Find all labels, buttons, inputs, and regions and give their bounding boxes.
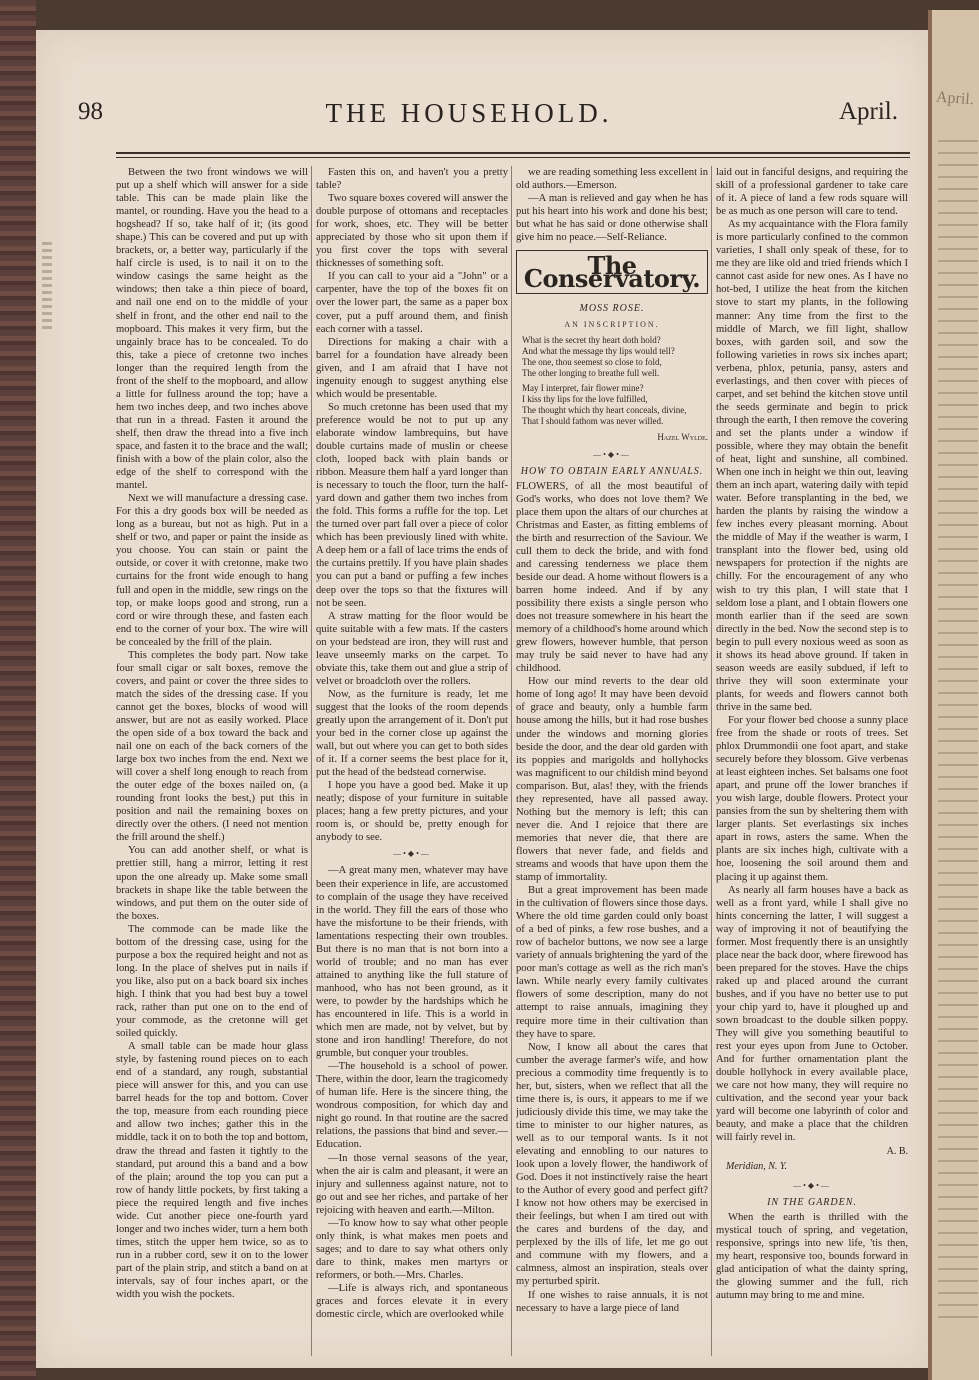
paragraph: —A great many men, whatever may have been their experience in life, are accustomed to complain of the usage they have received in the world. They fill the ears of those who have the misfortune to be their friends, with lamentations respecting their own troubles. But there is no man that is not born into a world of trouble; and no man has ever attained to anything like the full stature of manhood, who has not been ground, as it were, to powder by the hardships which he has encountered in life. This is a world in which men are made, not by velvet, but by stone and iron handling! Therefore, do not grumble, but conquer your troubles.	[316, 865, 508, 1060]
paragraph: As nearly all farm houses have a back as well as a front yard, while I shall give no hints concerning the latter, I will suggest a way of improving it not of beautifying the former. Most frequently there is an unsightly place near the back door, where firewood has been prepared for the stoves. Have the chips raked up and placed around the currant bushes, and if you have no better use to put your chip yard to, have it ploughed up and sown broadcast to the double silken poppy. They will give you something beautiful to rest your eyes upon from June to October. And for further ornamentation plant the double hollyhock in every available place, we care not how many, they will require no cultivation, and the second year your back yard will become one labyrinth of color and beauty, and make a place that the children will fairly revel in.	[716, 884, 908, 1144]
paragraph: If you can call to your aid a "John" or a carpenter, have the top of the boxes fit on over the lower part, the same as a paper box cover, put a puff around them, and finish each corner with a tassel.	[316, 271, 508, 335]
paragraph: How our mind reverts to the dear old home of long ago! It may have been devoid of grace and beauty, only a humble farm house among the hills, but it had rose bushes under the windows and morning glories beside the door, and the dear old garden with its poppies and marigolds and hollyhocks was magnificent to our childish mind beyond comparison. But, alas! they, with the friends they represented, have all passed away. Nothing but the memory is left; this can never die. And I rejoice that there are memories that never die, that there are flowers that never fade, and fields and streams and woods that have upon them the stamp of immortality.	[516, 676, 708, 884]
paragraph: —The household is a school of power. There, within the door, learn the tragicomedy of human life. Here is the sincere thing, the wondrous composition, for which day and night go round. In that routine are the sacred relations, the passions that bind and sever.—Education.	[316, 1061, 508, 1151]
adjacent-page-header: April.	[935, 88, 975, 109]
article-title: HOW TO OBTAIN EARLY ANNUALS.	[520, 465, 704, 477]
poem-line: And what the message thy lips would tell?	[522, 346, 675, 357]
paragraph: A small table can be made hour glass style, by fastening round pieces on to each end of a standard, any rough, substantial piece will answer for this, and you can use barrel heads for the top and bottom. Cover the top, measure from each rounding piece and allow two inches; gather this in the middle, tack it on to both the top and bottom, draw the thread and fasten it tightly to the standard, put around this a band and a bow of the plain; around the top you can put a row of handy little pockets, by first taking a piece the required length and five inches wide. Cut another piece one-fourth yard longer and two inches wider, turn a hem both times, stitch the upper hem twice, so as to run in a rubber cord, sew it on to the lower part of the plain strip, and stitch a band on at intervals, say of four inches apart, or the width you wish the pockets.	[116, 1041, 308, 1301]
poem-line: I kiss thy lips for the love fulfilled,	[522, 394, 648, 405]
paragraph: So much cretonne has been used that my preference would be not to put up any elaborate window lambrequins, but have double curtains made of muslin or cheese cloth, looped back with plain bands or ribbon. Measure them half a yard longer than is necessary to touch the floor, turn the half-yard down and gather them two inches from the fold. This forms a ruffle for the top. Let the turned over part fall over a piece of color which has been previously lined with white. A deep hem or a fall of lace trims the ends of the curtains prettily. If you have plain shades you can put a band or puffing a few inches deep over the tops so that the fixtures will not be seen.	[316, 401, 508, 609]
paragraph: Fasten this on, and haven't you a pretty table?	[316, 167, 508, 192]
book-binding	[0, 0, 36, 1380]
paragraph: —In those vernal seasons of the year, when the air is calm and pleasant, it were an injury and sullenness against nature, not to go out and see her riches, and partake of her rejoicing with heaven and earth.—Milton.	[316, 1152, 508, 1216]
paragraph: But a great improvement has been made in the cultivation of flowers since those days. Where the old time garden could only boast of a bed of pinks, a few rose bushes, and a row of bachelor buttons, we now see a large variety of annuals brightening the yard of the poor man's cottage as well as the rich man's lawn. While nearly every family cultivates flowers of some description, many do not attempt to raise annuals, imagining they require more time in their cultivation than they have to spare.	[516, 885, 708, 1040]
author-location: Meridian, N. Y.	[726, 1160, 788, 1172]
paragraph: This completes the body part. Now take four small cigar or salt boxes, remove the covers, and paint or cover the three sides to match the sides of the dressing case. If you cannot get the boxes, blocks of wood will answer, but are not as easily worked. Place the open side of a box toward the back and nail one on each of the back corners of the large box two inches from the end. Next we will cover a shelf long enough to reach from the outer edge of the boxes nailed on, (a rounding front looks the best,) put this in position and nail the remaining boxes on directly over the others. (I need not mention the frill around the shelf.)	[116, 649, 308, 844]
paragraph: Between the two front windows we will put up a shelf which will answer for a side table. This can be made plain like the mantel, or rounding. Have you the head to a hogshead? If so, take half of it; (its good shape.) This can be covered and put up with brackets, or, a better way, particularly if the half circle is used, is to nail it on to the window casings the same height as the windows; then take a thin piece of board, and nail one end on to the middle of your shelf in front, and the other end nail to the mopboard. This makes it very firm, but the ungainly brace has to be concealed. To do this, take a piece of cretonne two inches longer than the required length from the front of the shelf to the mopboard, and allow a little for fullness around the top; have a hem two inches deep, and two inches above that run in a thread. Fasten it around the shelf, then draw the thread into a five inch space, and fasten it to the brace and the wall; finish with a bow of the plain color, also the edge of the shelf to correspond with the mantel.	[116, 167, 308, 492]
issue-month: April.	[838, 98, 898, 125]
paragraph: A straw matting for the floor would be quite suitable with a few mats. If the casters on your bedstead are iron, they will rust and leave unseemly marks on the carpet. To obviate this, take them out and glue a strip of velvet or broadcloth over the rollers.	[316, 610, 508, 687]
adjacent-page-text	[938, 140, 978, 1320]
header-rule	[116, 152, 910, 154]
paragraph: If one wishes to raise annuals, it is not necessary to have a large piece of land	[516, 1289, 708, 1314]
column-2	[316, 166, 508, 1358]
section-separator: —•◆•—	[393, 849, 431, 859]
paragraph: —A man is relieved and gay when he has put his heart into his work and done his best; but what he has said or done otherwise shall give him no peace.—Self-Reliance.	[516, 193, 708, 244]
paragraph: As my acquaintance with the Flora family is more particularly confined to the common varieties, I shall only speak of these, for to me they are like old and tried friends which I cannot cast aside for new ones. As I have no hot-bed, I utilize the heat from the kitchen stove to start my plants, in the following manner: Any time from the first to the middle of March, we fill light, shallow boxes, with garden soil, and sow the following varieties in rows six inches apart; verbena, phlox, petunia, pansy, asters and everlastings, and then cover with pieces of carpet, and set behind the kitchen stove until the seeds germinate and begin to prick through the earth, I then remove the covering and set the plants under a window if possible, where they may obtain the benefit of heat, light and sunshine, all combined. When one inch in height we thin out, leaving them an inch apart, watering daily with tepid water. Before transplanting in the bed, we harden the plants by raising the window a few inches every pleasant morning. About the middle of May if the weather is warm, I transplant into the flower bed, using old newspapers for protection if the nights are chilly. For the encouragement of any who wish to try this plan, I will state that I seldom lose a plant, and I obtain flowers one month earlier than if the seed are sown directly in the bed. Now the second step is to begin to pull every noxious weed as soon as it shows its head above ground. If taken in season weeds are easily subdued, if left to thrive they will soon exterminate your plants, for weeds and flowers cannot both thrive in the same bed.	[716, 219, 908, 713]
column-divider	[711, 166, 712, 1356]
margin-mark	[42, 242, 52, 332]
page-header	[40, 70, 898, 134]
adjacent-page-edge	[928, 10, 979, 1380]
header-rule-thin	[116, 157, 910, 158]
poem-title: MOSS ROSE.	[579, 303, 645, 315]
paragraph: —To know how to say what other people only think, is what makes men poets and sages; and to dare to say what others only dare to think, makes men martyrs or reformers, or both.—Mrs. Charles.	[316, 1217, 508, 1281]
paragraph: laid out in fanciful designs, and requiring the skill of a professional gardener to take care of it. A piece of land a few rods square will be as much as one person will care to tend.	[716, 167, 908, 218]
column-divider	[511, 166, 512, 1356]
page-number: 98	[78, 98, 103, 125]
column-1	[116, 166, 308, 1358]
poem-line: That I should fathom was never willed.	[522, 416, 664, 427]
section-separator: —•◆•—	[793, 1180, 831, 1190]
paragraph: You can add another shelf, or what is prettier still, hang a mirror, letting it rest upon the one already up. Make some small brackets in shape like the table between the windows, and put them on the outer side of the boxes.	[116, 845, 308, 922]
paragraph: Two square boxes covered will answer the double purpose of ottomans and receptacles for work, shoes, etc. They will be better appreciated by those who sit upon them if you first cover the tops with several thicknesses of something soft.	[316, 193, 508, 270]
section-banner: The Conservatory.	[516, 250, 708, 294]
paragraph: FLOWERS, of all the most beautiful of God's works, who does not love them? We place them upon the altars of our churches at Christmas and Easter, as fitting emblems of the birth and resurrection of the Saviour. We cull them to deck the bride, and with fond and caressing tenderness we place them beside our dead. A home without flowers is a barren home indeed. And if by any possibility there exists a single person who does not treasure somewhere in his heart the memory of a childhood's home around which grew flowers, however humble, that person may truly be said never to have had any childhood.	[516, 480, 708, 675]
poem-subtitle: AN INSCRIPTION.	[564, 320, 660, 330]
column-4	[716, 166, 908, 1358]
author-initials: A. B.	[886, 1145, 908, 1157]
paragraph: When the earth is thrilled with the mystical touch of spring, and vegetation, responsive, springs into new life, 'tis then, my heart, responsive too, bounds forward in glad anticipation of what the dainty spring, the glowing summer and the full, rich autumn may bring to me and mine.	[716, 1211, 908, 1301]
column-3	[516, 166, 708, 1358]
paragraph: For your flower bed choose a sunny place free from the shade or roots of trees. Set phlox Drummondii one foot apart, and stake securely before they blossom. Give verbenas at least eighteen inches. Set balsams one foot apart, and prune off the lower branches if you wish large, double flowers. Protect your pansies from the sun by sheltering them with larger plants. Set everlastings six inches apart in rows, asters the same. When the plants are six inches high, cultivate with a hoe, loosening the soil around them and placing it up against them.	[716, 714, 908, 883]
section-separator: —•◆•—	[593, 449, 631, 459]
paragraph: we are reading something less excellent in old authors.—Emerson.	[516, 167, 708, 192]
poem-line: The thought which thy heart conceals, divine,	[522, 405, 687, 416]
paragraph: I hope you have a good bed. Make it up neatly; dispose of your furniture in suitable places; hang a few pretty pictures, and your room is, or should be, pretty enough for anybody to see.	[316, 780, 508, 844]
poem-line: The other longing to breathe full well.	[522, 368, 660, 379]
paragraph: The commode can be made like the bottom of the dressing case, using for the purpose a box the required height and not as long. In the place of shelves put in nails if you like, also put on a back board six inches high. I think that you had best buy a towel rack, rather than put one on to the end of your commode, as the cretonne will get soiled quickly.	[116, 923, 308, 1040]
poem-line: The one, thou seemest so close to fold,	[522, 357, 662, 368]
paragraph: Next we will manufacture a dressing case. For this a dry goods box will be needed as long as a bureau, but not as high. Put in a shelf or two, and paper or paint the inside as you choose. You can stain or paint the outside, or cover it with cretonne, make two curtains for the front wide enough to hang full and open in the middle, sew rings on the top, or make loops good and strong, run a cord or wire through these, and fasten each end to the corner of your box. The wire will be concealed by the frill of the plain.	[116, 493, 308, 648]
column-divider	[311, 166, 312, 1356]
poem-line: What is the secret thy heart doth hold?	[522, 335, 661, 346]
poem	[516, 335, 708, 427]
article-title: IN THE GARDEN.	[767, 1196, 857, 1208]
poem-line: May I interpret, fair flower mine?	[522, 383, 644, 394]
poem-author: Hazel Wylde.	[657, 432, 708, 443]
paragraph: Directions for making a chair with a barrel for a foundation have already been given, and I am afraid that I have not ingenuity enough to suggest anything else which would be presentable.	[316, 336, 508, 400]
paragraph: Now, I know all about the cares that cumber the average farmer's wife, and how precious a commodity time frequently is to her, but, sisters, when we reflect that all the time there is, is ours, it appears to me if we judiciously divide this time, we may take the time to minister to our higher natures, as well as to our temporal wants. Is it not elevating and ennobling to our natures to look upon a lovely flower, the handiwork of God. Does it not instinctively raise the heart to the Author of every good and perfect gift? I know not how others may be exercised in their feelings, but when I am tired out with the cares and burdens of the day, and perplexed by the ills of life, let me go out and commune with my flowers, and a calmness, almost an inspiration, steals over my perturbed spirit.	[516, 1041, 708, 1288]
page-title: THE HOUSEHOLD.	[325, 98, 613, 128]
paragraph: Now, as the furniture is ready, let me suggest that the looks of the room depends greatly upon the arrangement of it. Don't put your bed in the corner close up against the wall, but out where you can get to both sides of it. If a corner seems the best place for it, put the head of the bedstead cornerwise.	[316, 688, 508, 779]
paragraph: —Life is always rich, and spontaneous graces and forces elevate it in every domestic circle, which are overlooked while	[316, 1282, 508, 1321]
